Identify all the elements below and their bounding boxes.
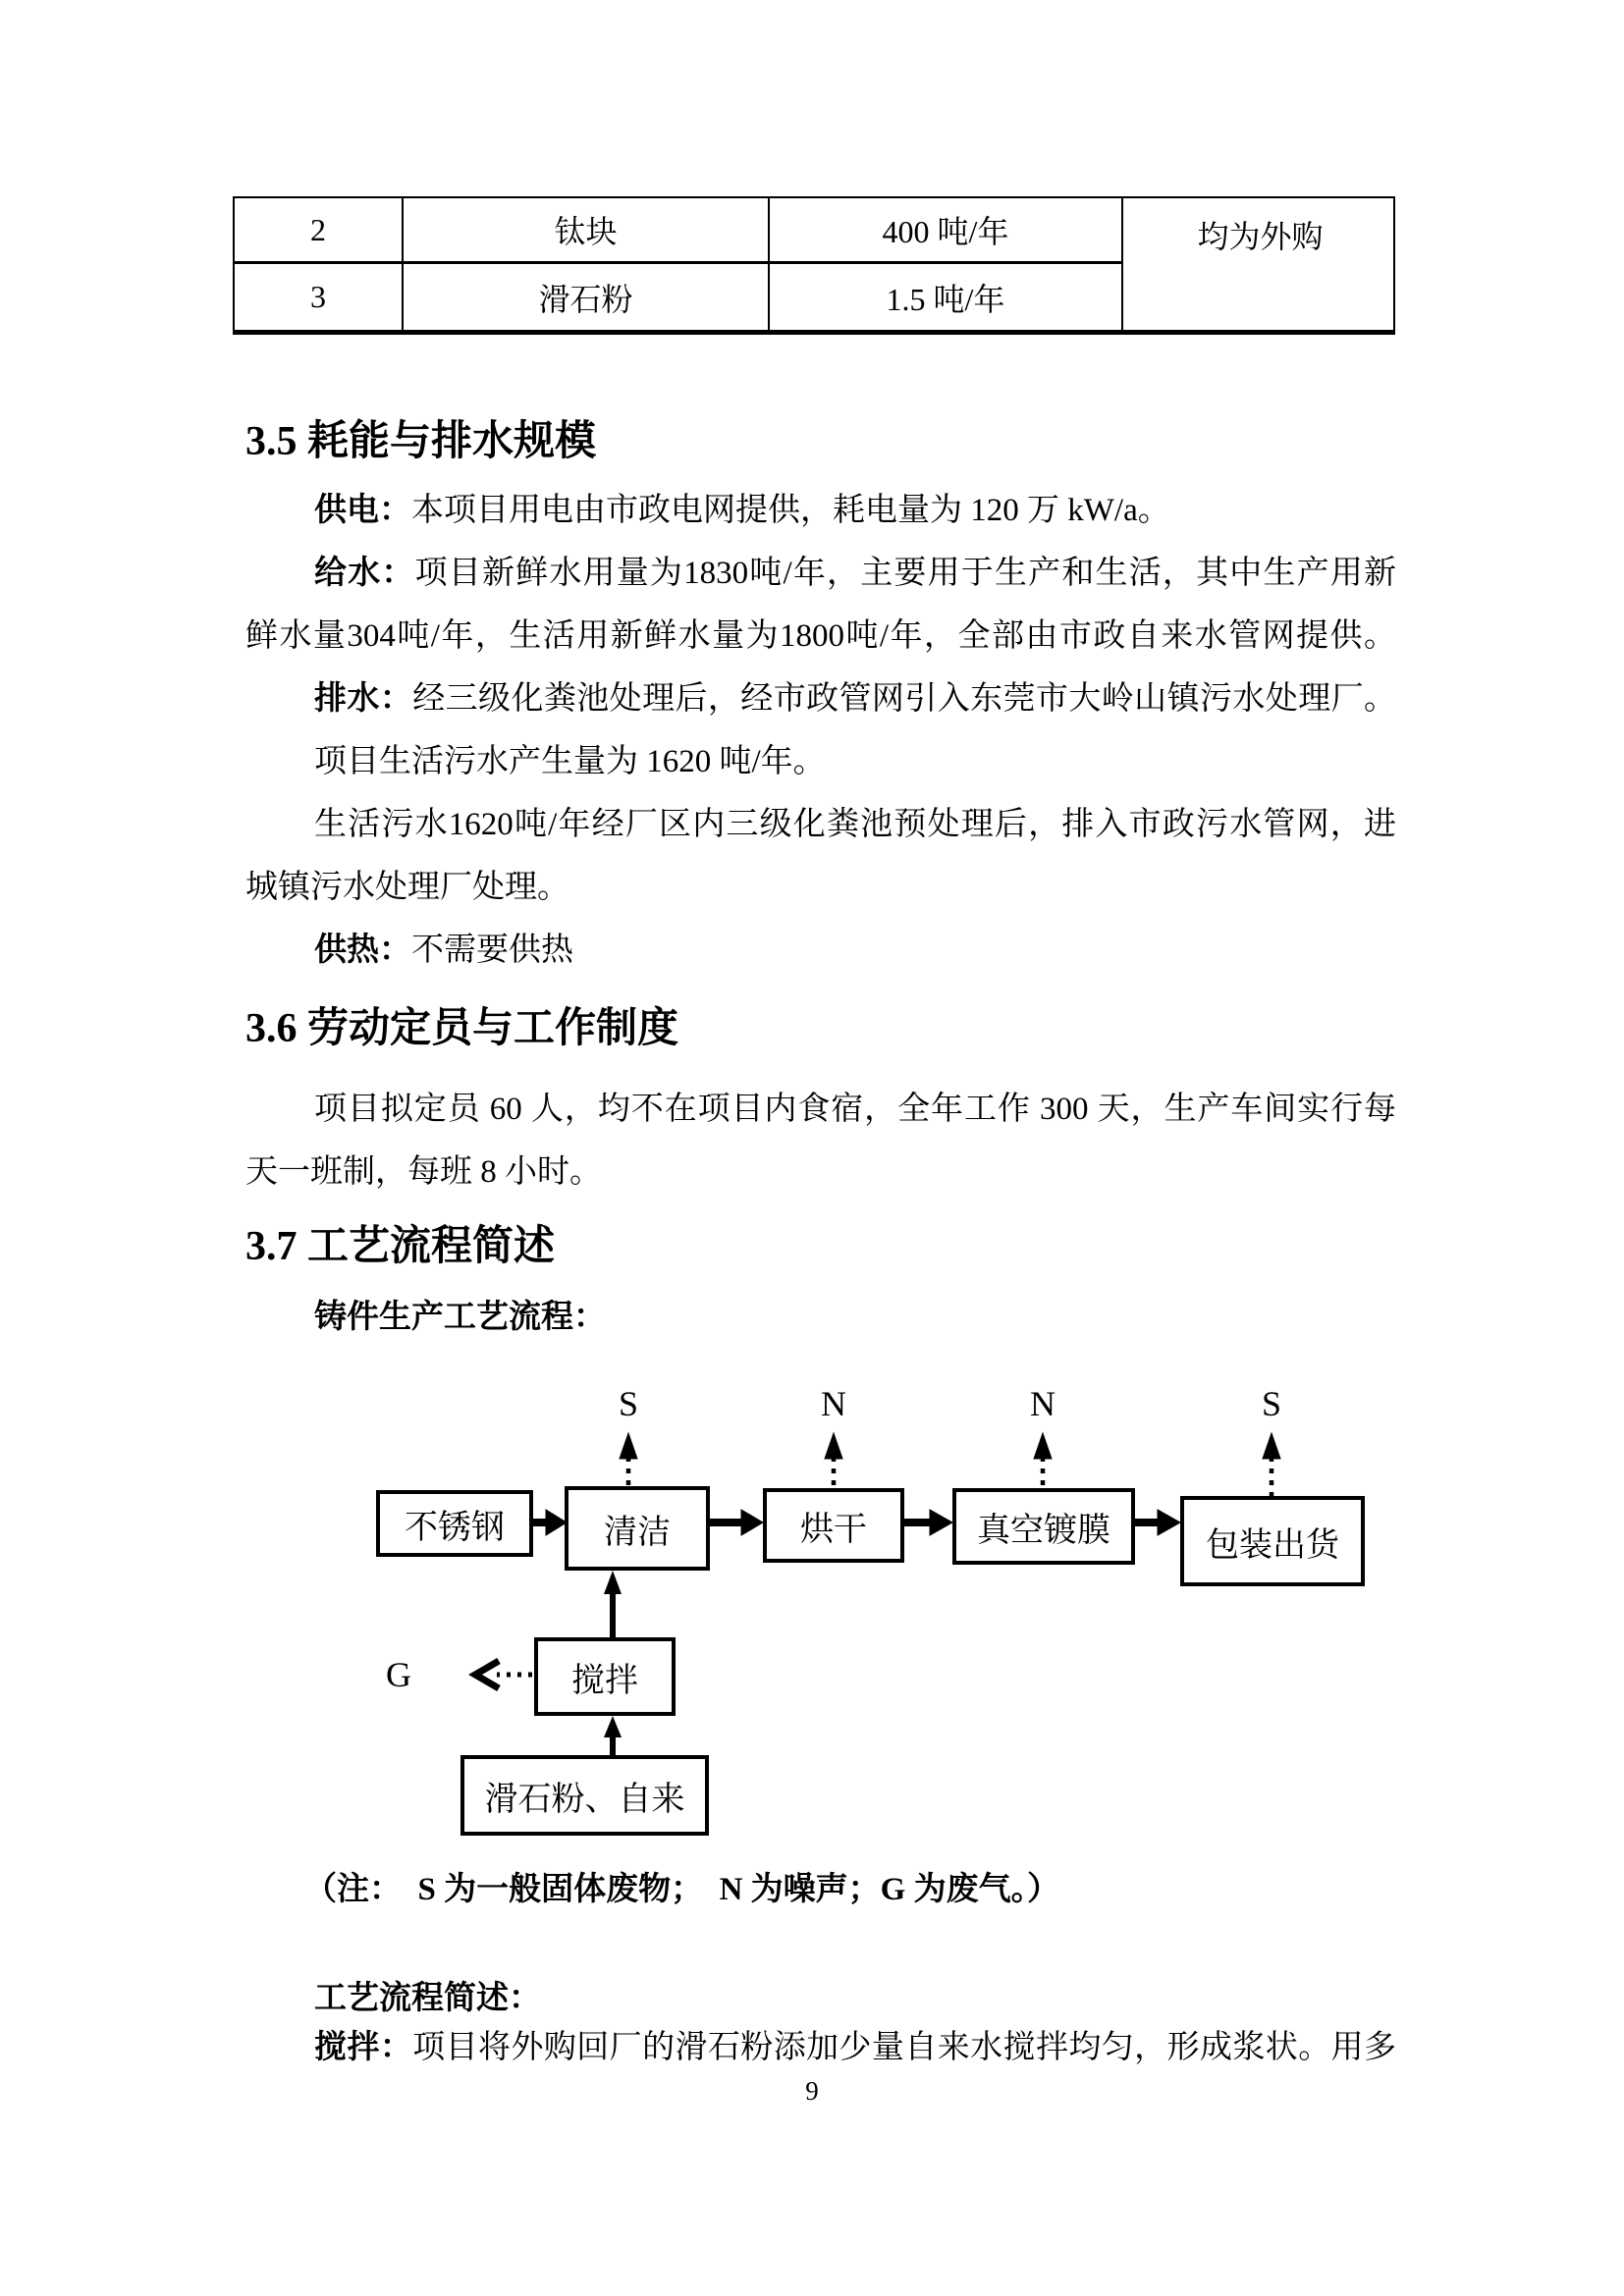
dashed-arrow-head-s2 [1263, 1433, 1280, 1459]
text-line [245, 919, 1396, 982]
text-line [245, 1078, 1396, 1141]
section-3-7-heading: 3.7 工艺流程简述 [245, 1224, 556, 1269]
paragraph-label: 搅拌： [314, 2030, 413, 2065]
paragraph-text: 本项目用电由市政电网提供，耗电量为 120 万 kW/a。 [411, 493, 1170, 528]
paragraph-text: 不需要供热 [411, 933, 573, 968]
table-cell-row2-name: 钛块 [404, 198, 770, 264]
process-arrow-head-3 [930, 1510, 952, 1535]
text-line [245, 793, 1396, 856]
powder-to-mix-head [604, 1716, 622, 1737]
paragraph-label: 排水： [314, 681, 413, 717]
process-arrow-head-4 [1158, 1510, 1180, 1535]
paragraph-text: 城镇污水处理厂处理。 [245, 870, 569, 905]
flow-label-g: G [386, 1655, 411, 1694]
paragraph-text: 项目拟定员 60 人，均不在项目内食宿，全年工作 300 天，生产车间实行每 [314, 1092, 1396, 1127]
flow-box-drying: 烘干 [763, 1488, 904, 1563]
flowchart-note: （注： S 为一般固体废物； N 为噪声；G 为废气。） [304, 1872, 1060, 1907]
gas-arrow-head [475, 1661, 499, 1688]
paragraph-text: 鲜水量304吨/年，生活用新鲜水量为1800吨/年，全部由市政自来水管网提供。 [245, 618, 1396, 654]
paragraph-text: 项目新鲜水用量为1830吨/年，主要用于生产和生活，其中生产用新 [414, 556, 1397, 591]
paragraph-text: 项目将外购回厂的滑石粉添加少量自来水搅拌均匀，形成浆状。用多 [412, 2030, 1396, 2065]
mix-to-clean-head [604, 1571, 622, 1594]
table-cell-row2-no: 2 [235, 198, 404, 264]
paragraph-text: 生活污水1620吨/年经厂区内三级化粪池预处理后，排入市政污水管网，进 [314, 807, 1396, 842]
process-arrow-head-1 [546, 1510, 567, 1535]
flow-box-stainless-steel: 不锈钢 [376, 1490, 533, 1557]
materials-table [233, 196, 1395, 335]
table-cell-row3-qty: 1.5 吨/年 [770, 264, 1123, 330]
flow-label-s2: S [1261, 1384, 1282, 1423]
dashed-arrow-head-s1 [620, 1433, 637, 1459]
paragraph-label: 供热： [314, 933, 411, 968]
dashed-arrow-head-n1 [825, 1433, 842, 1459]
flow-box-talc-water: 滑石粉、自来 [460, 1755, 709, 1836]
section-3-6-heading: 3.6 劳动定员与工作制度 [245, 1006, 679, 1051]
text-line [245, 730, 1396, 793]
flow-box-mixing: 搅拌 [534, 1637, 676, 1716]
paragraph-label: 供电： [314, 493, 411, 528]
flow-label-n1: N [821, 1384, 846, 1423]
paragraph-text: 项目生活污水产生量为 1620 吨/年。 [314, 744, 826, 779]
process-flow-subheading: 铸件生产工艺流程： [314, 1300, 606, 1335]
text-line [245, 1141, 1396, 1203]
process-arrow-head-2 [741, 1510, 763, 1535]
flow-label-n2: N [1030, 1384, 1056, 1423]
table-cell-remark: 均为外购 [1197, 219, 1324, 254]
flow-box-packing-shipping: 包装出货 [1180, 1496, 1365, 1586]
text-line [245, 667, 1396, 730]
paragraph-label: 给水： [314, 556, 415, 591]
flow-box-vacuum-coating: 真空镀膜 [952, 1488, 1135, 1565]
text-line [245, 542, 1396, 605]
page-number: 9 [805, 2076, 819, 2106]
table-cell-row2-qty: 400 吨/年 [770, 198, 1123, 264]
table-cell-row3-no: 3 [235, 264, 404, 330]
text-line [245, 2024, 1396, 2071]
paragraph-text: 经三级化粪池处理后，经市政管网引入东莞市大岭山镇污水处理厂。 [412, 681, 1396, 717]
flow-label-s1: S [618, 1384, 639, 1423]
table-cell-row3-name: 滑石粉 [404, 264, 770, 330]
text-line [245, 605, 1396, 667]
text-line [245, 856, 1396, 919]
paragraph-text: 天一班制，每班 8 小时。 [245, 1154, 602, 1190]
text-line [245, 479, 1396, 542]
flowchart-connectors [0, 1374, 1624, 1845]
flow-box-cleaning: 清洁 [565, 1486, 710, 1571]
dashed-arrow-head-n2 [1034, 1433, 1052, 1459]
process-description-title: 工艺流程简述： [314, 1981, 541, 2016]
section-3-5-heading: 3.5 耗能与排水规模 [245, 419, 597, 464]
